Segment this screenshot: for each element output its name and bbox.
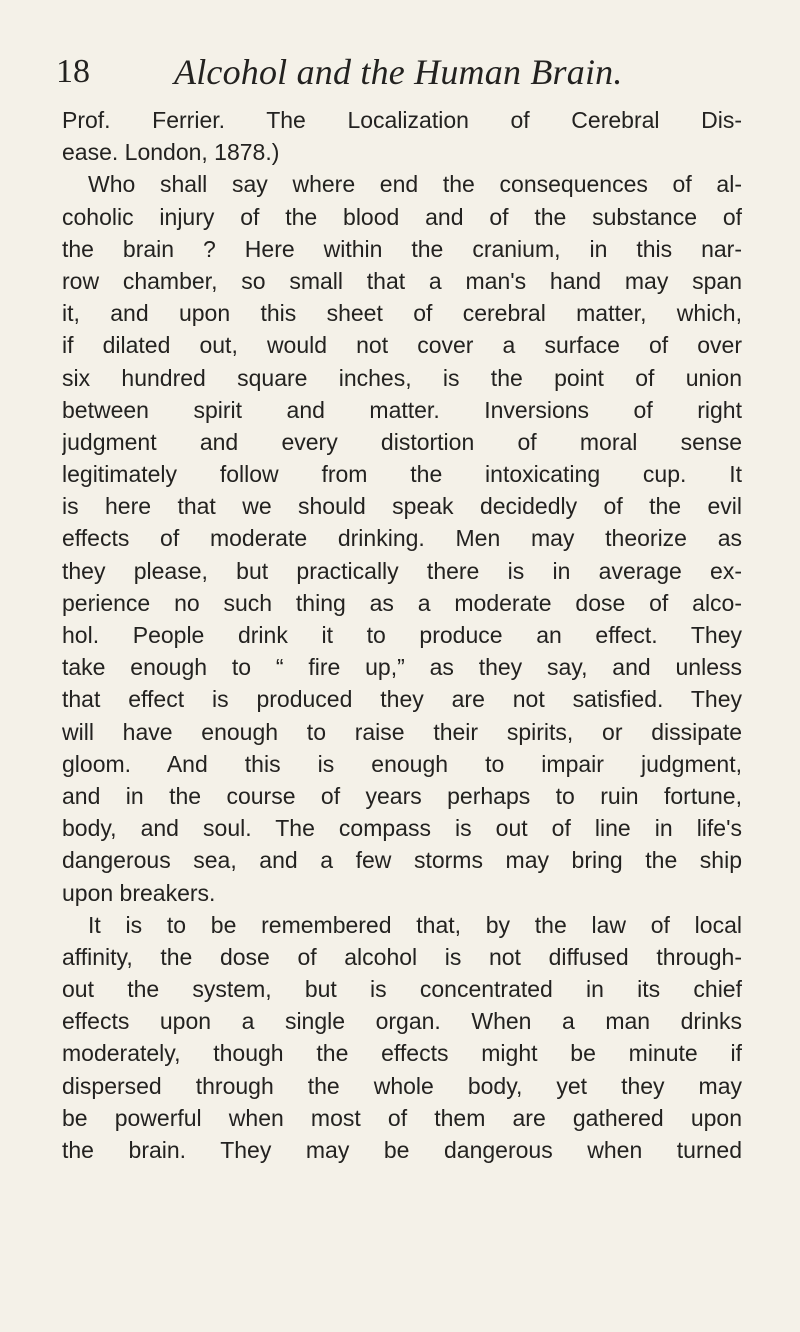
text-line: take enough to “ fire up,” as they say, and unless (62, 654, 742, 681)
page-header (40, 50, 760, 100)
text-line: dangerous sea, and a few storms may bring the ship (62, 847, 742, 874)
text-line: judgment and every distortion of moral sense (62, 428, 742, 455)
page-number: 18 (56, 53, 90, 90)
text-line: dispersed through the whole body, yet they may (62, 1072, 742, 1099)
text-line: hol. People drink it to produce an effect. They (62, 622, 742, 648)
text-line: Prof. Ferrier. The Localization of Cerebral Dis- (62, 107, 742, 133)
body-text (62, 104, 742, 1166)
text-line: will have enough to raise their spirits, or dissipate (62, 718, 742, 745)
paragraph-start-line: Who shall say where end the consequences of al- (88, 171, 742, 198)
text-line: effects upon a single organ. When a man drinks (62, 1008, 742, 1035)
text-line: coholic injury of the blood and of the substance of (62, 203, 742, 230)
text-line: legitimately follow from the intoxicating cup. It (62, 461, 742, 488)
text-line: the brain ? Here within the cranium, in this nar- (62, 235, 742, 262)
running-title: Alcohol and the Human Brain. (174, 52, 623, 92)
text-line: and in the course of years perhaps to ruin fortune, (62, 782, 742, 809)
text-line: between spirit and matter. Inversions of right (62, 396, 742, 423)
text-line: affinity, the dose of alcohol is not diffused through- (62, 943, 742, 970)
text-line: if dilated out, would not cover a surface of over (62, 332, 742, 359)
text-line: row chamber, so small that a man's hand may span (62, 267, 742, 294)
text-line: gloom. And this is enough to impair judgment, (62, 750, 742, 777)
text-line: six hundred square inches, is the point of union (62, 364, 742, 391)
text-line: moderately, though the effects might be minute if (62, 1040, 742, 1067)
text-line: ease. London, 1878.) (62, 139, 280, 166)
paragraph-start-line: It is to be remembered that, by the law of local (88, 911, 742, 938)
text-line: is here that we should speak decidedly of the evil (62, 493, 742, 520)
text-line: that effect is produced they are not satisfied. They (62, 686, 742, 713)
text-line: body, and soul. The compass is out of line in life's (62, 815, 742, 842)
text-line: effects of moderate drinking. Men may theorize as (62, 525, 742, 552)
text-line: be powerful when most of them are gathered upon (62, 1104, 742, 1131)
text-line: upon breakers. (62, 879, 216, 906)
text-line: the brain. They may be dangerous when turned (62, 1137, 742, 1163)
text-line: perience no such thing as a moderate dose of alco- (62, 589, 742, 616)
text-line: they please, but practically there is in average ex- (62, 557, 742, 584)
text-line: it, and upon this sheet of cerebral matter, which, (62, 300, 742, 327)
text-line: out the system, but is concentrated in its chief (62, 976, 742, 1003)
